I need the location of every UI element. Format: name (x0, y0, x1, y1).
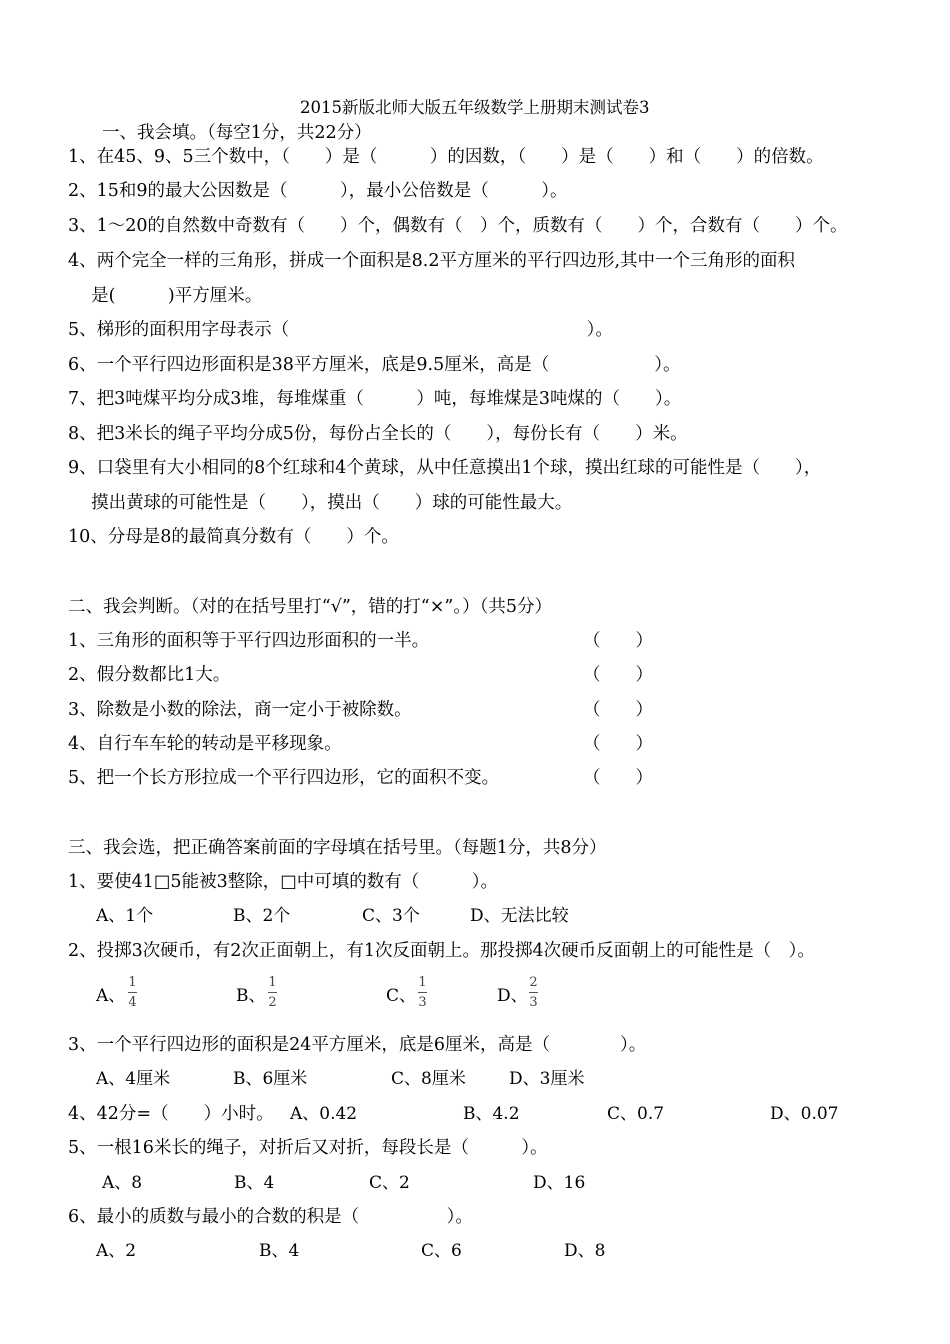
fill-question-4-cont: 是( )平方厘米。 (68, 286, 263, 306)
q1-option-b: B、2个 (233, 906, 291, 926)
judge-question-3: 3、除数是小数的除法，商一定小于被除数。 (68, 700, 412, 720)
section2-heading: 二、我会判断。（对的在括号里打“√”，错的打“×”。）（共5分） (68, 597, 552, 617)
judge-answer-bracket-2: （ ） (583, 665, 653, 685)
q1-option-c: C、3个 (362, 906, 420, 926)
q2-option-d-label: D、 (497, 986, 528, 1006)
fraction-denominator: 4 (128, 995, 137, 1010)
q6-option-a: A、2 (96, 1241, 137, 1261)
section3-heading: 三、我会选，把正确答案前面的字母填在括号里。（每题1分，共8分） (68, 838, 607, 858)
q3-option-d: D、3厘米 (509, 1069, 585, 1089)
q3-option-b: B、6厘米 (233, 1069, 308, 1089)
fraction-numerator: 1 (128, 975, 137, 990)
q3-option-a: A、4厘米 (96, 1069, 171, 1089)
q5-option-d: D、16 (533, 1173, 586, 1193)
q5-option-b: B、4 (234, 1173, 275, 1193)
q1-option-a: A、1个 (96, 906, 154, 926)
q2-option-a-label: A、 (96, 986, 126, 1006)
fraction-bar (418, 992, 427, 993)
judge-answer-bracket-3: （ ） (583, 700, 653, 720)
fraction-bar (268, 992, 277, 993)
judge-question-4: 4、自行车车轮的转动是平移现象。 (68, 734, 342, 754)
fill-question-9: 9、口袋里有大小相同的8个红球和4个黄球，从中任意摸出1个球，摸出红球的可能性是（ ）， (68, 458, 822, 478)
q4-option-d: D、0.07 (770, 1104, 839, 1124)
q2-option-b-label: B、 (236, 986, 266, 1006)
q1-option-d: D、无法比较 (470, 906, 569, 926)
judge-question-5: 5、把一个长方形拉成一个平行四边形，它的面积不变。 (68, 768, 500, 788)
q4-option-c: C、0.7 (607, 1104, 665, 1124)
q6-option-c: C、6 (421, 1241, 462, 1261)
fill-question-10: 10、分母是8的最简真分数有（ ）个。 (68, 527, 399, 547)
q2-option-d-fraction (529, 976, 538, 1010)
q5-option-c: C、2 (369, 1173, 410, 1193)
fill-question-5: 5、梯形的面积用字母表示（ ）。 (68, 320, 613, 340)
page-title: 2015新版北师大版五年级数学上册期末测试卷3 (300, 98, 650, 117)
q3-option-c: C、8厘米 (391, 1069, 466, 1089)
judge-question-2: 2、假分数都比1大。 (68, 665, 231, 685)
section1-heading: 一、我会填。（每空1分，共22分） (102, 123, 372, 143)
fill-question-7: 7、把3吨煤平均分成3堆，每堆煤重（ ）吨，每堆煤是3吨煤的（ ）。 (68, 389, 682, 409)
q5-option-a: A、8 (102, 1173, 143, 1193)
q2-option-c-label: C、 (386, 986, 417, 1006)
q6-option-b: B、4 (259, 1241, 300, 1261)
fill-question-3: 3、1～20的自然数中奇数有（ ）个，偶数有（ ）个，质数有（ ）个，合数有（ ）个。 (68, 216, 848, 236)
fill-question-4: 4、两个完全一样的三角形，拼成一个面积是8.2平方厘米的平行四边形,其中一个三角形的面积 (68, 251, 796, 271)
fill-question-9-cont: 摸出黄球的可能性是（ ），摸出（ ）球的可能性最大。 (68, 493, 573, 513)
fraction-bar (128, 992, 137, 993)
fill-question-2: 2、15和9的最大公因数是（ ），最小公倍数是（ ）。 (68, 181, 568, 201)
fill-question-8: 8、把3米长的绳子平均分成5份，每份占全长的（ ），每份长有（ ）米。 (68, 424, 688, 444)
q4-option-a: A、0.42 (290, 1104, 358, 1124)
choice-question-4: 4、42分=（ ）小时。 (68, 1104, 274, 1124)
fraction-denominator: 3 (529, 995, 538, 1010)
fraction-numerator: 1 (268, 975, 277, 990)
choice-question-2: 2、投掷3次硬币，有2次正面朝上，有1次反面朝上。那投掷4次硬币反面朝上的可能性是（ ）。 (68, 941, 815, 961)
q4-option-b: B、4.2 (463, 1104, 520, 1124)
q6-option-d: D、8 (564, 1241, 606, 1261)
fill-question-6: 6、一个平行四边形面积是38平方厘米，底是9.5厘米，高是（ ）。 (68, 355, 681, 375)
choice-question-5: 5、一根16米长的绳子，对折后又对折，每段长是（ ）。 (68, 1138, 548, 1158)
fraction-numerator: 2 (529, 975, 538, 990)
fraction-denominator: 3 (418, 995, 427, 1010)
fill-question-1: 1、在45、9、5三个数中，（ ）是（ ）的因数，（ ）是（ ）和（ ）的倍数。 (68, 147, 824, 167)
choice-question-6: 6、最小的质数与最小的合数的积是（ ）。 (68, 1207, 473, 1227)
judge-question-1: 1、三角形的面积等于平行四边形面积的一半。 (68, 631, 430, 651)
judge-answer-bracket-5: （ ） (583, 768, 653, 788)
choice-question-1: 1、要使41□5能被3整除，□中可填的数有（ ）。 (68, 872, 498, 892)
choice-question-3: 3、一个平行四边形的面积是24平方厘米，底是6厘米，高是（ ）。 (68, 1035, 647, 1055)
q2-option-b-fraction (268, 976, 277, 1010)
fraction-numerator: 1 (418, 975, 427, 990)
fraction-denominator: 2 (268, 995, 277, 1010)
fraction-bar (529, 992, 538, 993)
judge-answer-bracket-1: （ ） (583, 631, 653, 651)
q2-option-c-fraction (418, 976, 427, 1010)
q2-option-a-fraction (128, 976, 137, 1010)
judge-answer-bracket-4: （ ） (583, 734, 653, 754)
